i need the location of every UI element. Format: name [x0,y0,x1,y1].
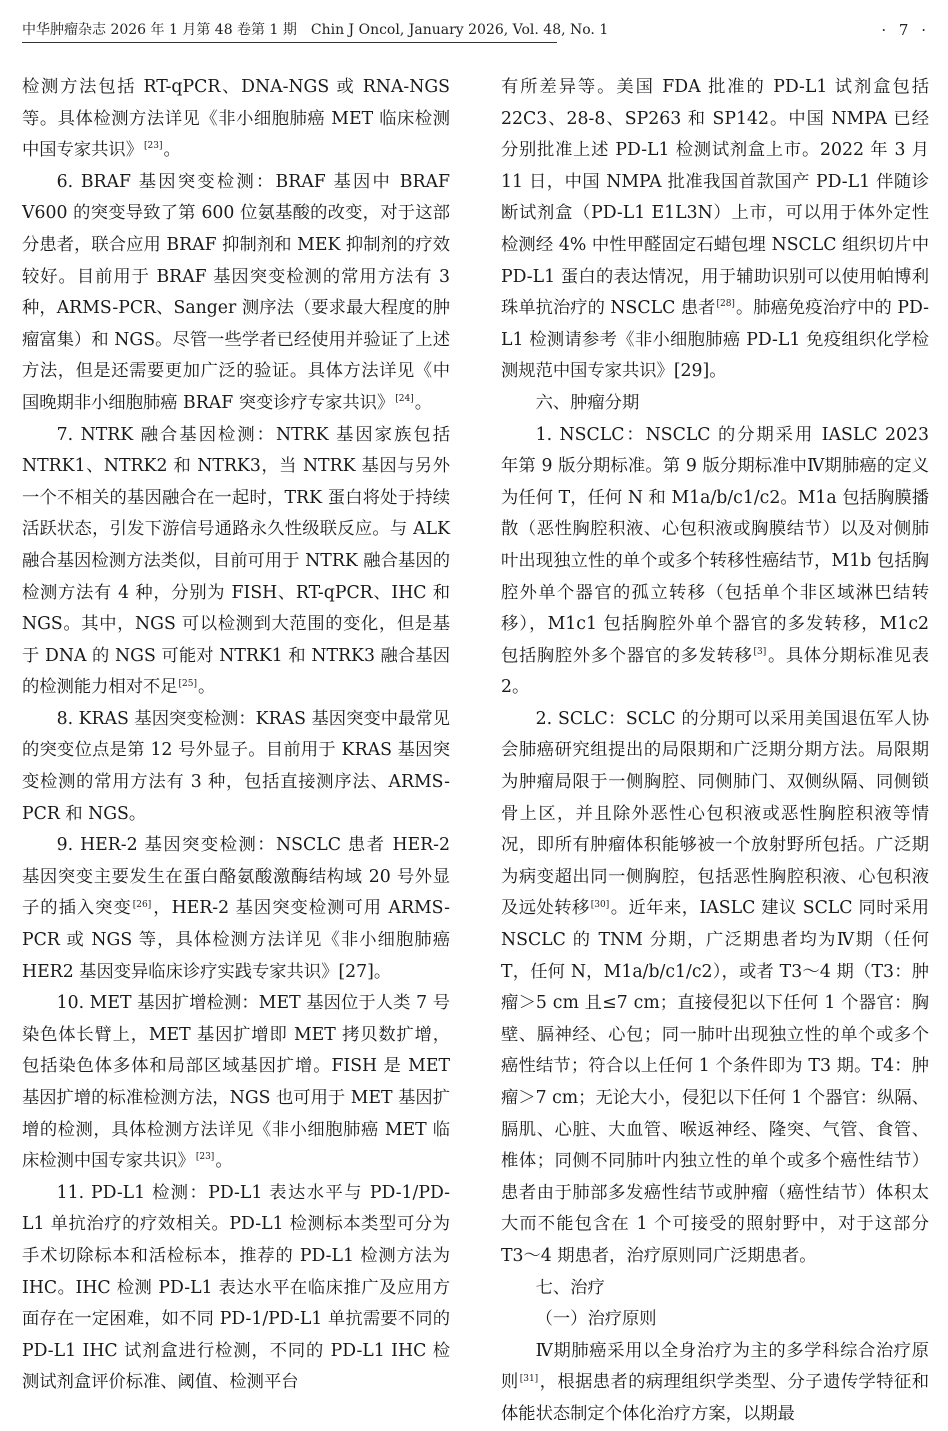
paragraph: 8. KRAS 基因突变检测：KRAS 基因突变中最常见的突变位点是第 12 号外显子。目前用于 KRAS 基因突变检测的常用方法有 3 种，包括直接测序法、ARMS-PCR 和 NGS。 [22,708,450,824]
left-column [22,72,450,1393]
subsection-heading: （一）治疗原则 [535,1309,657,1330]
paragraph: 10. MET 基因扩增检测：MET 基因位于人类 7 号染色体长臂上，MET 基因扩增即 MET 拷贝数扩增，包括染色体多体和局部区域基因扩增。FISH 是 MET 基因扩增的标准检测方法，NGS 也可用于 MET 基因扩增的检测，具体检测方法详见《非小细胞肺癌 MET 临床检测中国专家共识》[23]。 [22,993,450,1172]
paragraph: 7. NTRK 融合基因检测：NTRK 基因家族包括 NTRK1、NTRK2 和 NTRK3，当 NTRK 基因与另外一个不相关的基因融合在一起时，TRK 蛋白将处于持续活跃状态，引发下游信号通路永久性级联反应。与 ALK 融合基因检测方法类似，目前可用于 NTRK 融合基因的检测方法有 4 种，分别为 FISH、RT-qPCR、IHC 和 NGS。其中，NGS 可以检测到大范围的变化，但是基于 DNA 的 NGS 可能对 NTRK1 和 NTRK3 融合基因的检测能力相对不足[25]。 [22,424,450,698]
paragraph: Ⅳ期肺癌采用以全身治疗为主的多学科综合治疗原则[31]，根据患者的病理组织学类型、分子遗传学特征和体能状态制定个体化治疗方案，以期最 [501,1340,929,1424]
paragraph: 2. SCLC：SCLC 的分期可以采用美国退伍军人协会肺癌研究组提出的局限期和广泛期分期方法。局限期为肿瘤局限于一侧胸腔、同侧肺门、双侧纵隔、同侧锁骨上区，并且除外恶性心包积液或恶性胸腔积液等情况，即所有肿瘤体积能够被一个放射野所包括。广泛期为病变超出同一侧胸腔，包括恶性胸腔积液、心包积液及远处转移[30]。近年来，IASLC 建议 SCLC 同时采用 NSCLC 的 TNM 分期，广泛期患者均为Ⅳ期（任何 T，任何 N，M1a/b/c1/c2），或者 T3～4 期（T3：肿瘤＞5 cm 且≤7 cm；直接侵犯以下任何 1 个器官：胸壁、膈神经、心包；同一肺叶出现独立性的单个或多个癌性结节；符合以上任何 1 个条件即为 T3 期。T4：肿瘤＞7 cm；无论大小，侵犯以下任何 1 个器官：纵隔、膈肌、心脏、大血管、喉返神经、隆突、气管、食管、椎体；同侧不同肺叶内独立性的单个或多个癌性结节）患者由于肺部多发癌性结节或肿瘤（癌性结节）体积太大而不能包含在 1 个可接受的照射野中，对于这部分 T3～4 期患者，治疗原则同广泛期患者。 [501,708,929,1266]
paragraph: 6. BRAF 基因突变检测：BRAF 基因中 BRAF V600 的突变导致了第 600 位氨基酸的改变，对于这部分患者，联合应用 BRAF 抑制剂和 MEK 抑制剂的疗效较好。目前用于 BRAF 基因突变检测的常用方法有 3 种，ARMS-PCR、Sanger 测序法（要求最大程度的肿瘤富集）和 NGS。尽管一些学者已经使用并验证了上述方法，但是还需要更加广泛的验证。具体方法详见《中国晚期非小细胞肺癌 BRAF 突变诊疗专家共识》[24]。 [22,171,450,413]
paragraph: 11. PD-L1 检测：PD-L1 表达水平与 PD-1/PD-L1 单抗治疗的疗效相关。PD-L1 检测标本类型可分为手术切除标本和活检标本，推荐的 PD-L1 检测方法为 IHC。IHC 检测 PD-L1 表达水平在临床推广及应用方面存在一定困难，如不同 PD-1/PD-L1 单抗需要不同的 PD-L1 IHC 试剂盒进行检测，不同的 PD-L1 IHC 检测试剂盒评价标准、阈值、检测平台 [22,1182,450,1393]
header-rule [22,42,557,43]
paragraph: 检测方法包括 RT-qPCR、DNA-NGS 或 RNA-NGS 等。具体检测方法详见《非小细胞肺癌 MET 临床检测中国专家共识》[23]。 [22,77,450,161]
running-header [22,20,930,46]
page-number: · 7 · [881,21,930,39]
section-heading: 六、肿瘤分期 [535,392,640,413]
paragraph: 1. NSCLC：NSCLC 的分期采用 IASLC 2023 年第 9 版分期标准。第 9 版分期标准中Ⅳ期肺癌的定义为任何 T，任何 N 和 M1a/b/c1/c2。M1a 包括胸膜播散（恶性胸腔积液、心包积液或胸膜结节）以及对侧肺叶出现独立性的单个或多个转移性癌结节，M1b 包括胸腔外单个器官的孤立转移（包括单个非区域淋巴结转移），M1c1 包括胸腔外单个器官的多发转移，M1c2 包括胸腔外多个器官的多发转移[3]。具体分期标准见表 2。 [501,424,929,698]
right-column [501,72,929,1424]
journal-citation: 中华肿瘤杂志 2026 年 1 月第 48 卷第 1 期 Chin J Oncol, January 2026, Vol. 48, No. 1 [22,22,609,38]
paragraph: 有所差异等。美国 FDA 批准的 PD-L1 试剂盒包括 22C3、28-8、SP263 和 SP142。中国 NMPA 已经分别批准上述 PD-L1 检测试剂盒上市。2022 年 3 月 11 日，中国 NMPA 批准我国首款国产 PD-L1 伴随诊断试剂盒（PD-L1 E1L3N）上市，可以用于体外定性检测经 4% 中性甲醛固定石蜡包埋 NSCLC 组织切片中 PD-L1 蛋白的表达情况，用于辅助识别可以使用帕博利珠单抗治疗的 NSCLC 患者[28]。肺癌免疫治疗中的 PD-L1 检测请参考《非小细胞肺癌 PD-L1 免疫组织化学检测规范中国专家共识》[29]。 [501,77,929,382]
paragraph: 9. HER-2 基因突变检测：NSCLC 患者 HER-2 基因突变主要发生在蛋白酪氨酸激酶结构域 20 号外显子的插入突变[26]，HER-2 基因突变检测可用 ARMS-PCR 或 NGS 等，具体检测方法详见《非小细胞肺癌 HER2 基因变异临床诊疗实践专家共识》[27]。 [22,835,450,982]
section-heading: 七、治疗 [535,1277,605,1298]
